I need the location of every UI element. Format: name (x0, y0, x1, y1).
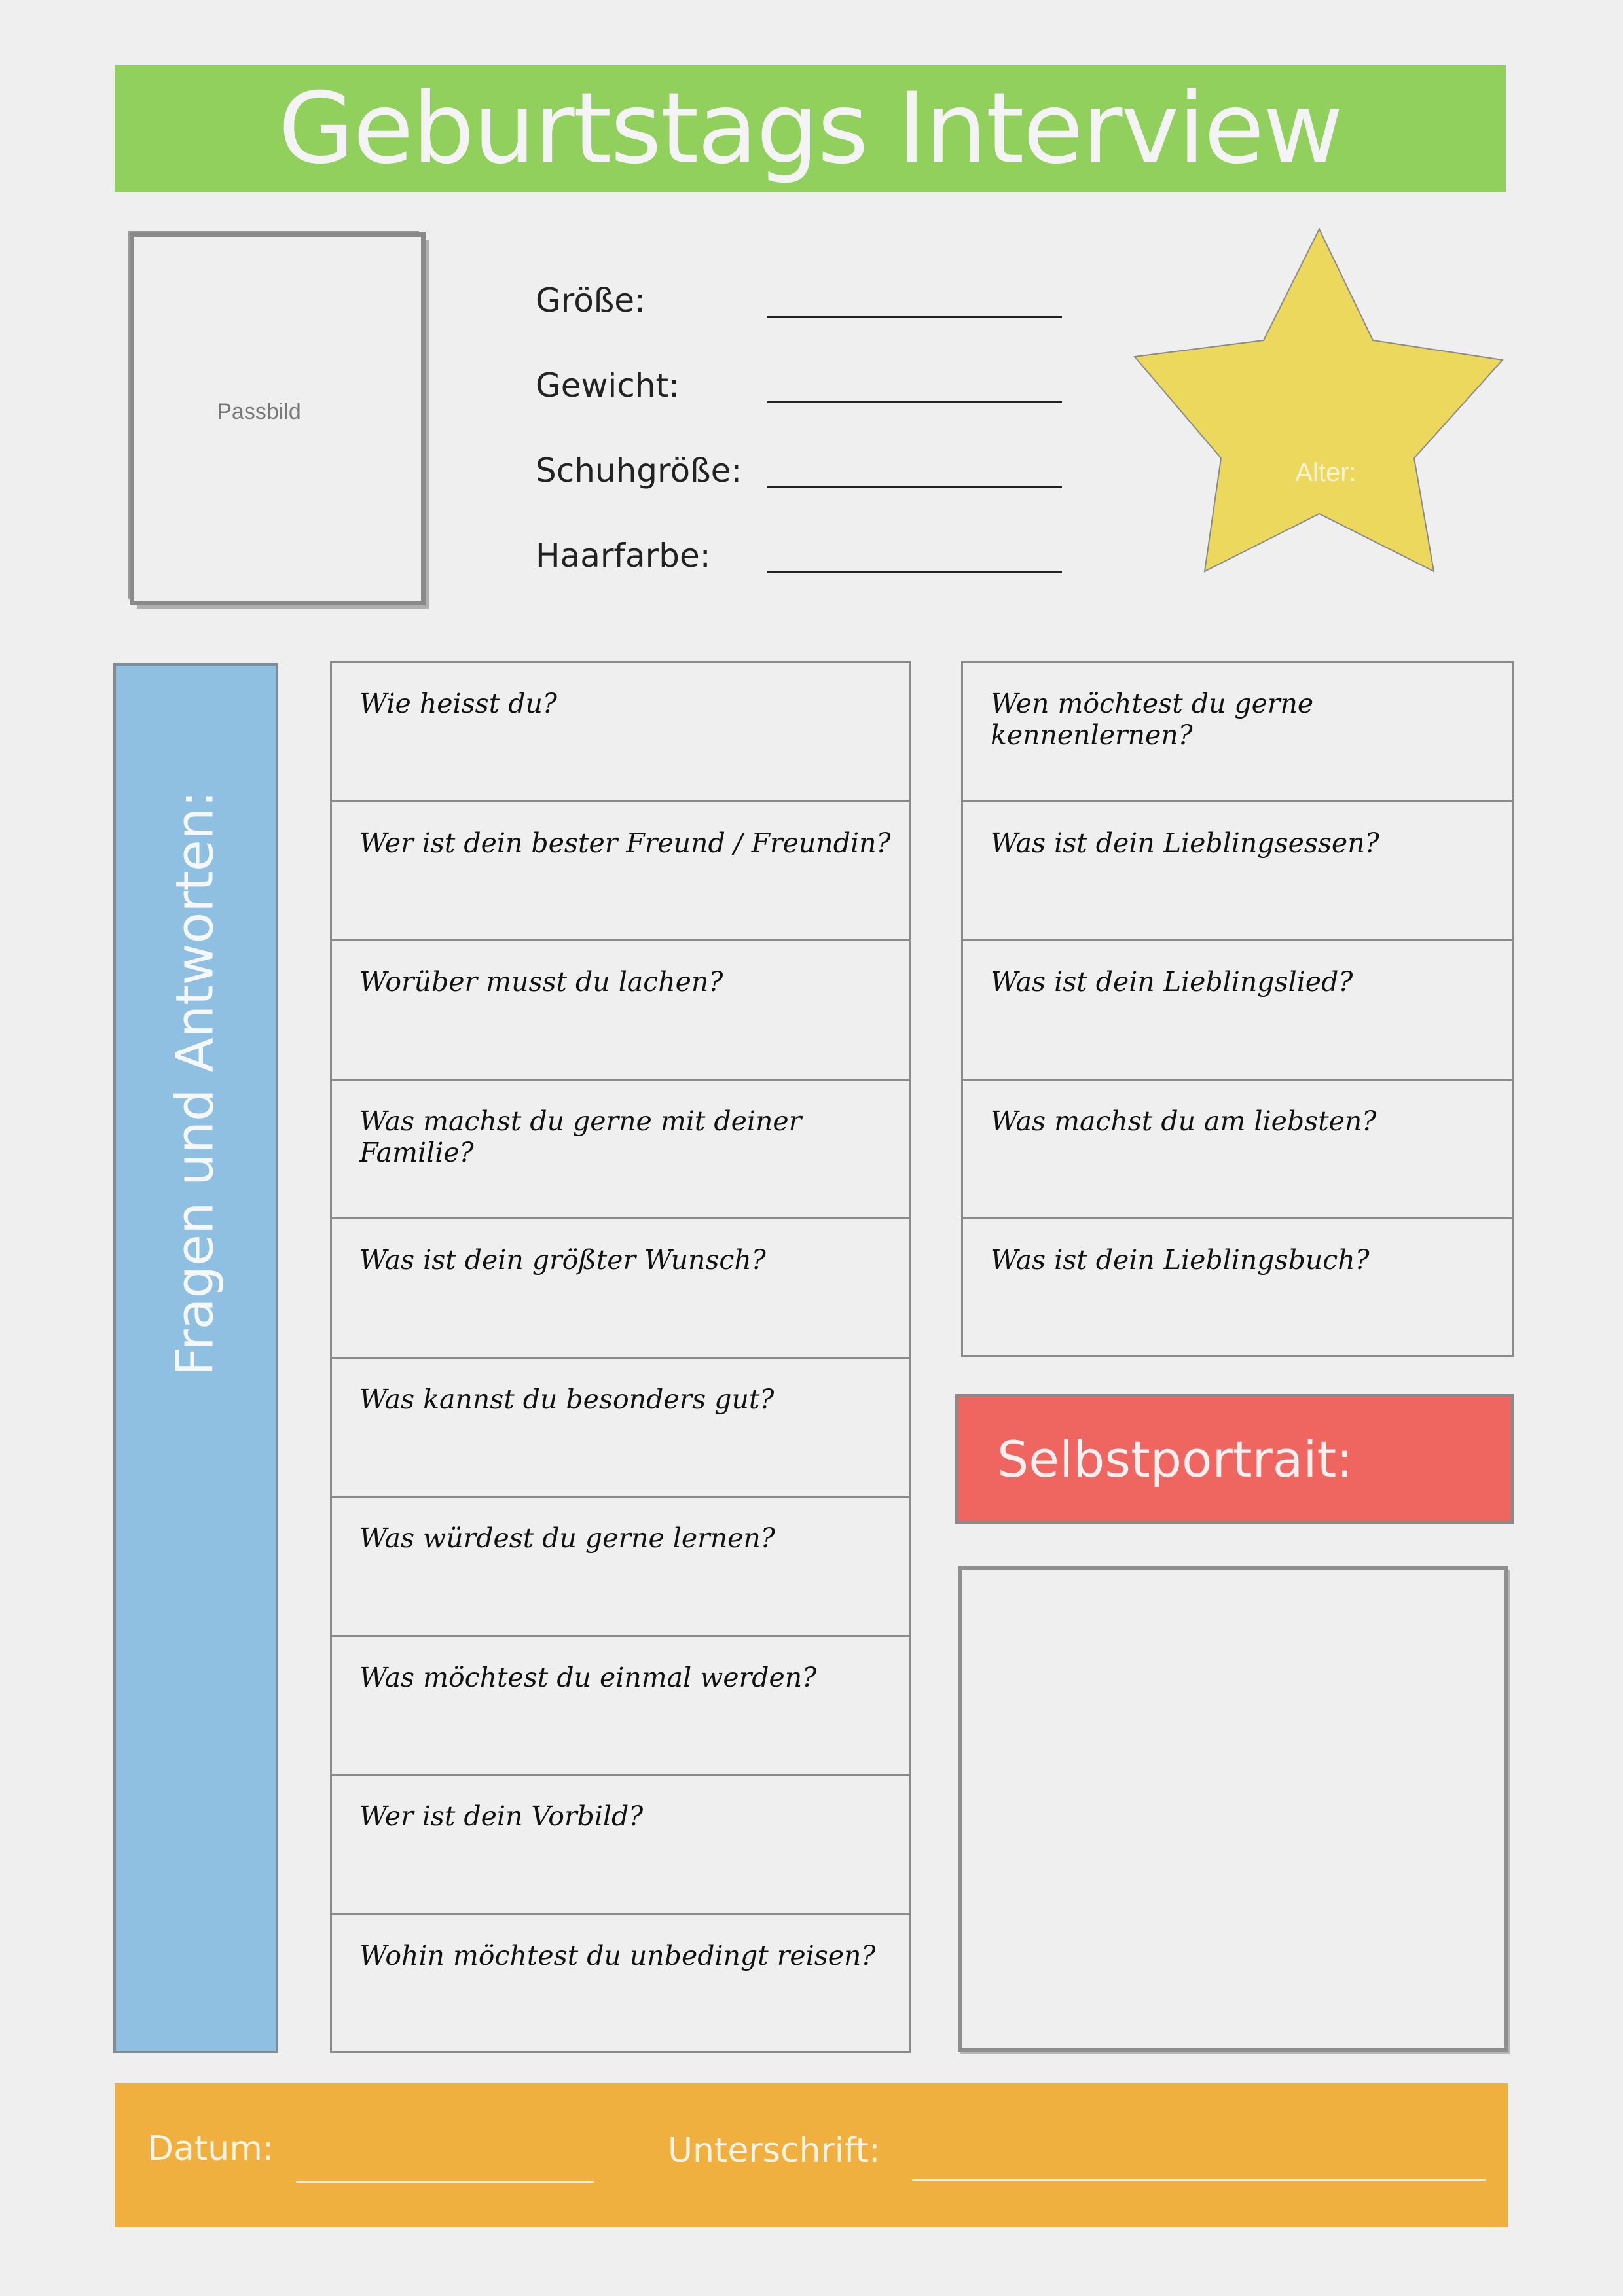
photo-label: Passbild (217, 399, 301, 424)
selbstportrait-title: Selbstportrait: (997, 1429, 1353, 1488)
question-cell[interactable]: Wen möchtest du gerne kennenlernen? (963, 663, 1512, 802)
question-cell[interactable]: Was möchtest du einmal werden? (332, 1637, 909, 1776)
questions-table-right (961, 661, 1514, 1357)
question-cell[interactable]: Worüber musst du lachen? (332, 941, 909, 1081)
question-cell[interactable]: Wie heisst du? (332, 663, 909, 802)
question-cell[interactable]: Was kannst du besonders gut? (332, 1359, 909, 1498)
date-label: Datum: (147, 2129, 274, 2168)
question-cell[interactable]: Wer ist dein bester Freund / Freundin? (332, 802, 909, 942)
question-cell[interactable]: Wer ist dein Vorbild? (332, 1776, 909, 1915)
hair-color-line[interactable] (767, 571, 1062, 573)
title-bar (115, 65, 1506, 192)
question-cell[interactable]: Was machst du am liebsten? (963, 1081, 1512, 1220)
hair-color-label: Haarfarbe: (536, 537, 711, 575)
height-line[interactable] (767, 316, 1062, 318)
shoe-size-line[interactable] (767, 486, 1062, 488)
signature-line[interactable] (912, 2179, 1486, 2181)
question-cell[interactable]: Was machst du gerne mit deiner Familie? (332, 1081, 909, 1220)
age-label: Alter: (1295, 458, 1357, 487)
question-cell[interactable]: Was ist dein Lieblingsessen? (963, 802, 1512, 942)
date-line[interactable] (296, 2181, 594, 2183)
question-cell[interactable]: Was ist dein Lieblingslied? (963, 941, 1512, 1081)
weight-line[interactable] (767, 401, 1062, 403)
selbstportrait-frame[interactable] (958, 1566, 1508, 2052)
sidebar-title: Fragen und Antworten: (166, 790, 225, 1376)
page-title: Geburtstags Interview (278, 72, 1342, 186)
weight-label: Gewicht: (536, 367, 680, 404)
signature-label: Unterschrift: (668, 2131, 881, 2170)
selbstportrait-bar (955, 1394, 1514, 1524)
height-label: Größe: (536, 281, 646, 319)
question-cell[interactable]: Was ist dein größter Wunsch? (332, 1219, 909, 1359)
question-cell[interactable]: Was ist dein Lieblingsbuch? (991, 1244, 1370, 1276)
shoe-size-label: Schuhgröße: (536, 452, 742, 490)
questions-table-left (330, 661, 911, 2053)
star-icon (1129, 226, 1506, 573)
question-cell[interactable]: Was würdest du gerne lernen? (332, 1498, 909, 1637)
question-cell[interactable]: Wohin möchtest du unbedingt reisen? (359, 1939, 876, 1971)
